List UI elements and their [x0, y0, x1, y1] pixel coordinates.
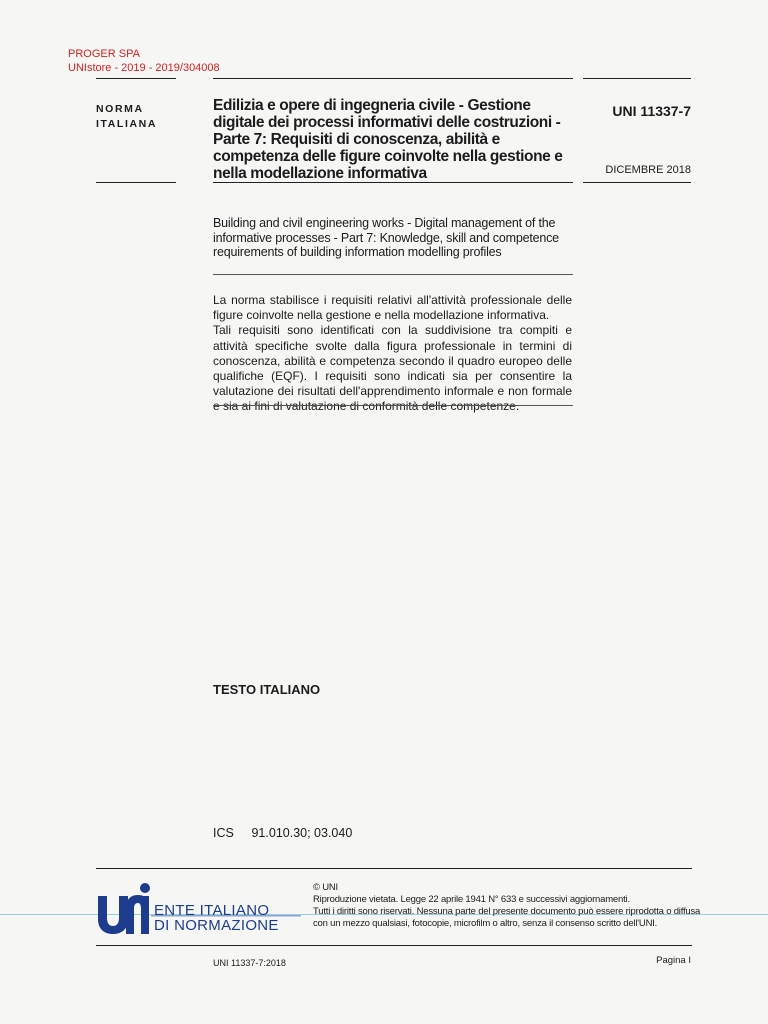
copyright-line-4: con un mezzo qualsiasi, fotocopie, microfilm o altro, senza il consenso scritto dell'UNI.	[313, 918, 658, 929]
watermark-company: PROGER SPA	[68, 48, 140, 60]
english-title-rule	[213, 274, 573, 275]
language-label: TESTO ITALIANO	[213, 682, 321, 697]
standard-code: UNI 11337-7	[612, 103, 691, 119]
watermark-store: UNIstore - 2019 - 2019/304008	[68, 62, 220, 74]
ics-value: 91.010.30; 03.040	[251, 826, 353, 840]
header-rule-left	[96, 182, 176, 183]
abstract-paragraph-1: La norma stabilisce i requisiti relativi all'attività professionale delle figure coinvolte nella gestione e nella modellazione informativa.	[213, 293, 572, 323]
copyright-line-3: Tutti i diritti sono riservati. Nessuna parte del presente documento può essere riprodotta o diffusa	[313, 906, 701, 917]
top-rule-left	[96, 78, 176, 79]
copyright-notice	[313, 882, 701, 930]
copyright-line-2: Riproduzione vietata. Legge 22 aprile 1941 N° 633 e successivi aggiornamenti.	[313, 894, 630, 905]
title-english: Building and civil engineering works - Digital management of the informative processes - Part 7: Knowledge, skill and competence requirements of building information modelling profiles	[213, 216, 559, 259]
norma-label: NORMA ITALIANA	[96, 103, 158, 130]
top-rule-right	[583, 78, 691, 79]
abstract	[213, 293, 572, 415]
top-rule-center	[213, 78, 573, 79]
abstract-rule	[213, 405, 573, 406]
footer-rule-top	[96, 868, 692, 869]
footer-page-number: Pagina I	[656, 955, 691, 966]
logo-line-2: DI NORMAZIONE	[154, 917, 279, 934]
logo-line-1: ENTE ITALIANO	[154, 902, 270, 919]
ics-classification	[213, 826, 352, 840]
header-rule-center	[213, 182, 573, 183]
header-rule-right	[583, 182, 691, 183]
uni-logo-text	[154, 903, 279, 933]
watermark	[68, 47, 220, 75]
ics-label: ICS	[213, 826, 234, 840]
footer-document-code: UNI 11337-7:2018	[213, 958, 286, 968]
title-italian: Edilizia e opere di ingegneria civile - Gestione digitale dei processi informativi delle costruzioni - Parte 7: Requisiti di conoscenza, abilità e competenza delle figure coinvolte nella gestione e nella modellazione informativa	[213, 97, 563, 182]
footer-rule-bottom	[96, 945, 692, 946]
copyright-symbol: © UNI	[313, 882, 338, 893]
publication-date: DICEMBRE 2018	[605, 164, 691, 176]
abstract-paragraph-2: Tali requisiti sono identificati con la suddivisione tra compiti e attività specifiche svolte dalla figura professionale in termini di conoscenza, abilità e competenza secondo il quadro europeo delle qualifiche (EQF). I requisiti sono indicati sia per consentire la valutazione dei risultati dell'apprendimento informale e non formale e sia ai fini di valutazione di conformità delle competenze.	[213, 323, 572, 414]
